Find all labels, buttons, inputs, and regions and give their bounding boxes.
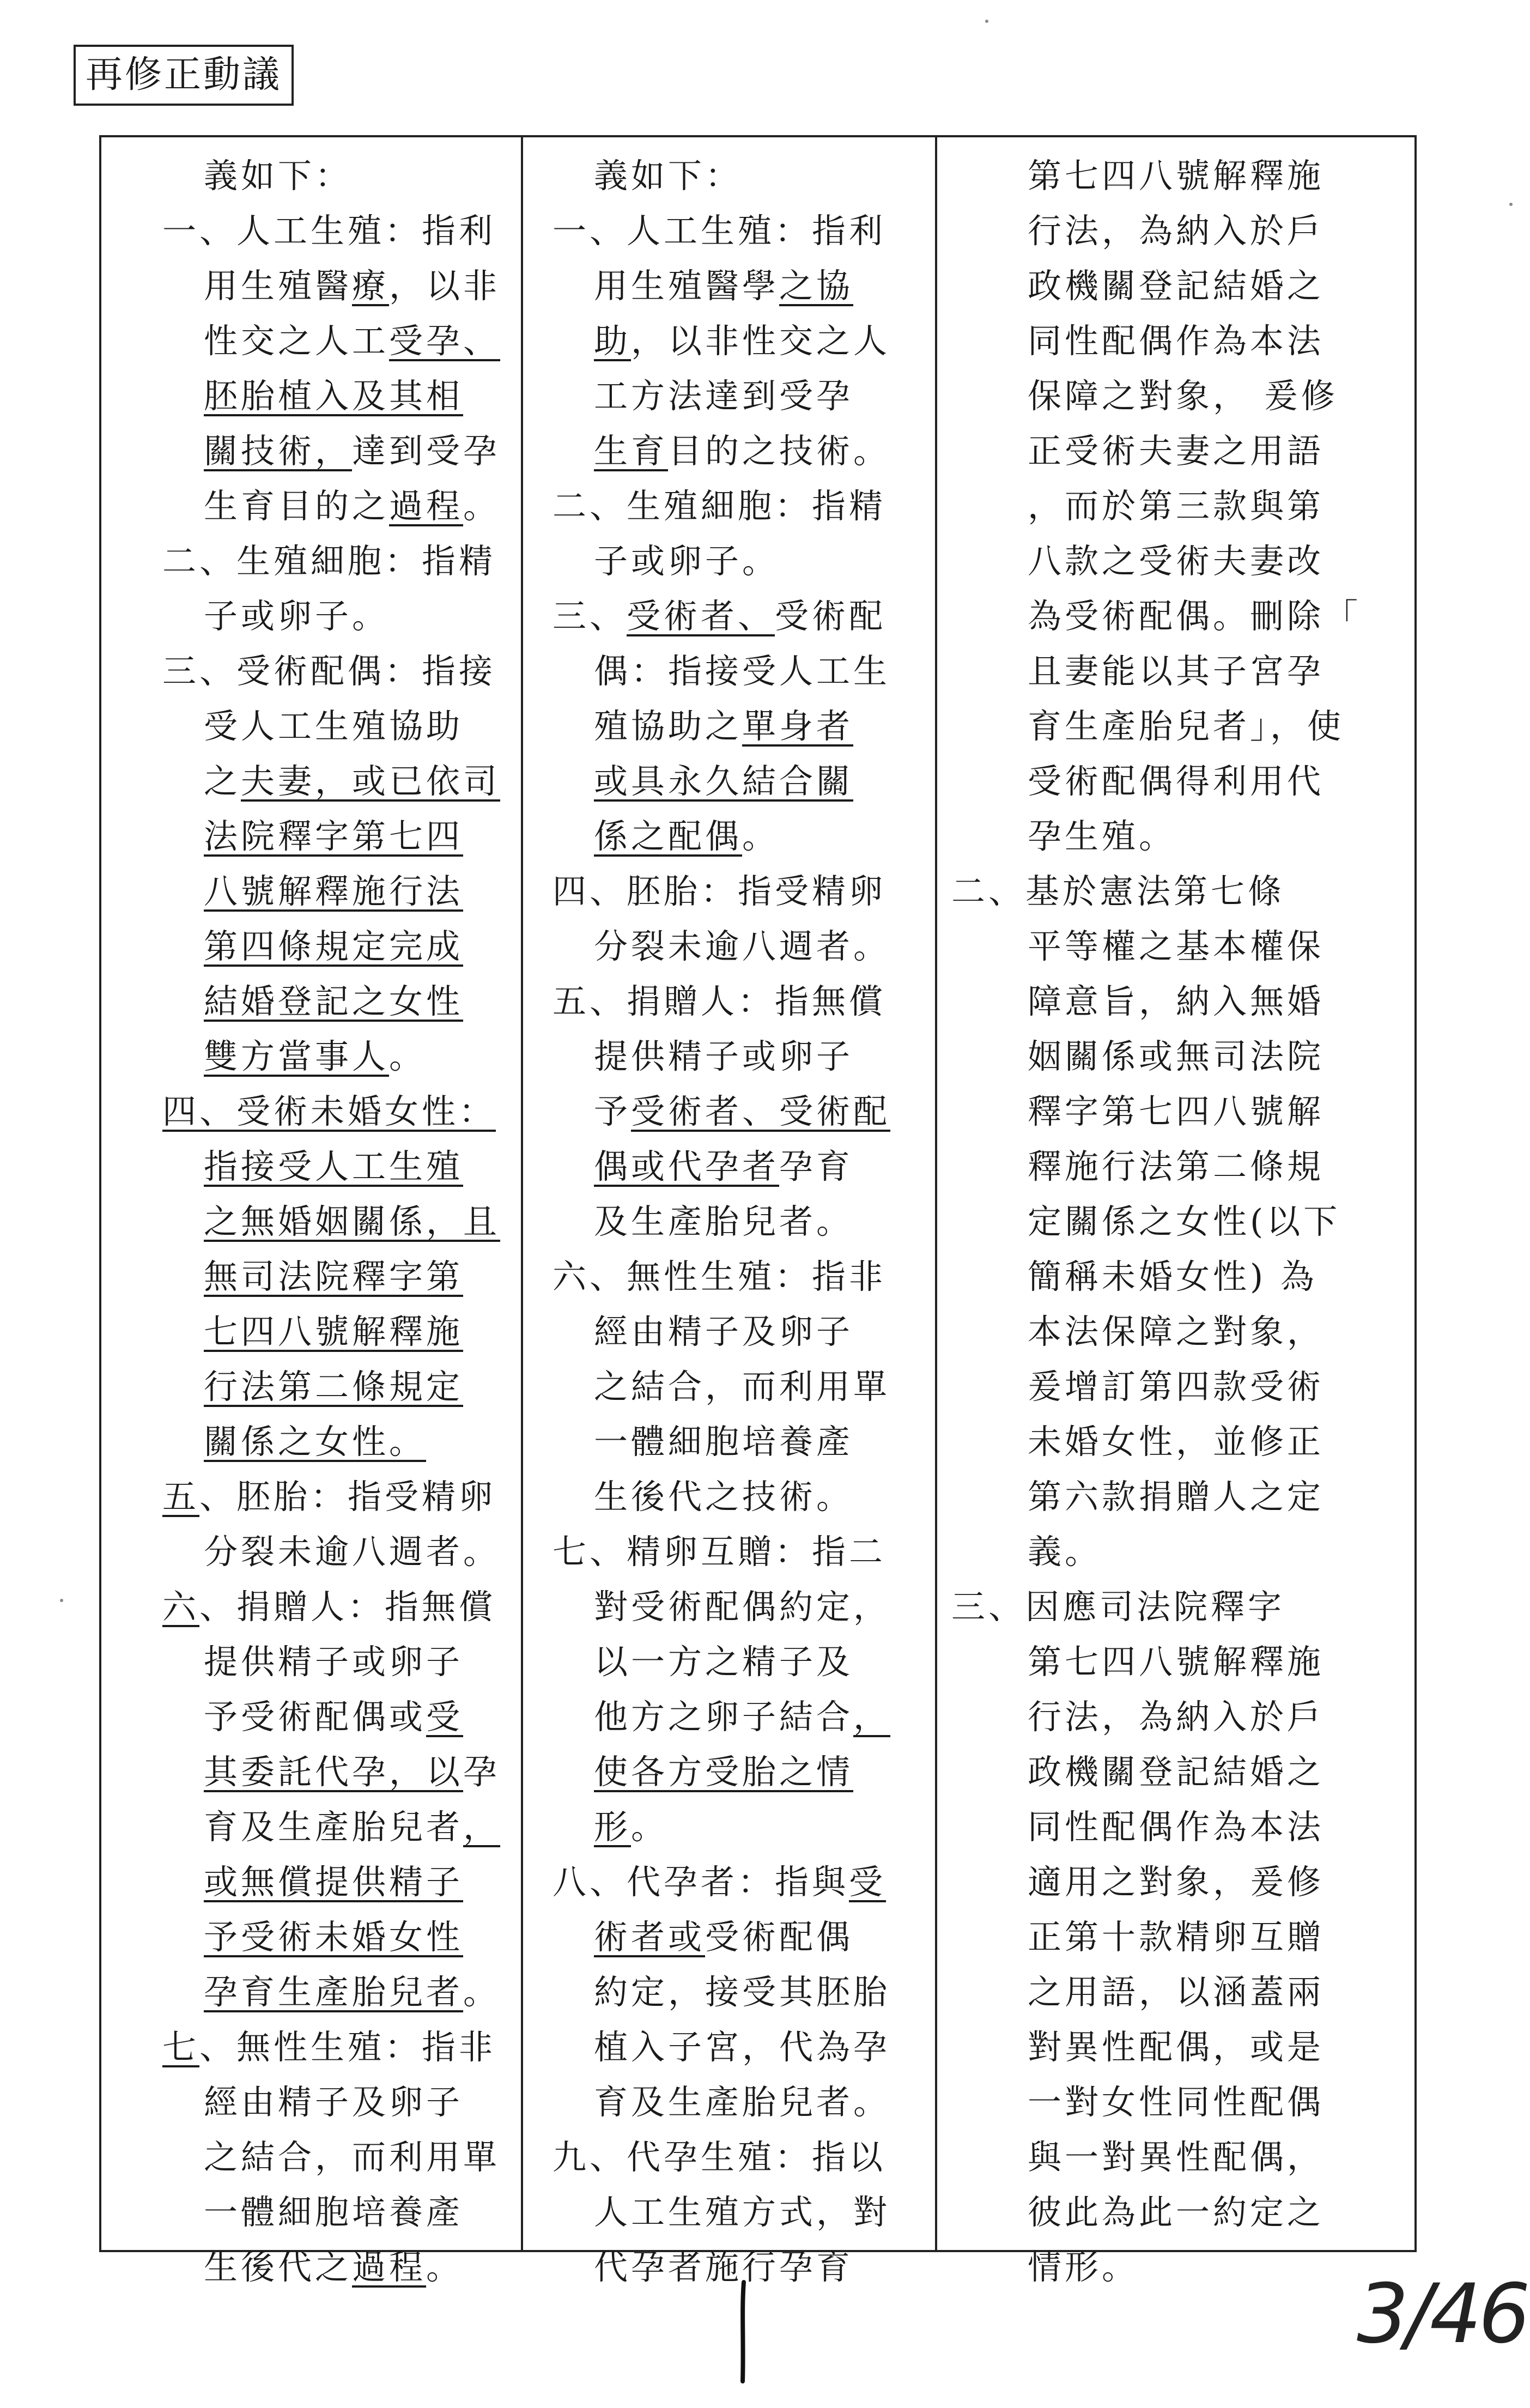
text-segment: 。 [742,816,780,856]
underlined-text: 五 [162,1477,200,1517]
column-explanation [951,148,1409,2295]
text-line [162,1524,517,1579]
text-line [552,1524,928,1579]
underlined-text: 予受術未婚女性 [204,1917,464,1957]
text-segment: ，以非 [389,266,501,306]
text-segment: 一、人工生殖：指利 [162,211,496,251]
text-line [552,1634,928,1689]
text-line [552,589,928,644]
text-segment: 。 [426,2247,464,2287]
text-line [951,2130,1409,2185]
text-segment: 人工生殖方式，對 [594,2192,891,2232]
text-segment: 之用語，以涵蓋兩 [1028,1972,1325,2012]
text-line [162,974,517,1029]
text-line [552,974,928,1029]
text-line [162,313,517,368]
text-line [951,203,1409,258]
text-line [552,1744,928,1799]
text-line [162,2019,517,2075]
text-line [552,1964,928,2019]
text-line [552,1799,928,1854]
text-line [162,1029,517,1084]
text-segment: 七、精卵互贈：指二 [552,1532,887,1572]
underlined-text: 七 [162,2027,200,2067]
text-segment: 子或卵子。 [204,596,390,636]
text-segment: 義如下： [594,156,743,196]
underlined-text: 胚胎植入及其相 [204,376,464,416]
text-segment: 對異性配偶，或是 [1028,2027,1325,2067]
underlined-text: 單身者 [742,706,854,746]
text-segment: 正第十款精卵互贈 [1028,1917,1325,1957]
text-line [552,1249,928,1304]
text-segment: 正受術夫妻之用語 [1028,431,1325,471]
text-line [162,1249,517,1304]
text-line [951,1029,1409,1084]
text-line [951,368,1409,423]
text-segment: 他方之卵子結合 [594,1697,854,1737]
text-segment: 分裂未逾八週者。 [594,926,891,966]
text-segment: 及生產胎兒者。 [594,1202,854,1241]
text-segment: ，以非性交之人 [631,321,891,361]
text-segment: 行法，為納入於戶 [1028,1697,1325,1737]
text-segment: 經由精子及卵子 [594,1312,854,1351]
underlined-text: 關技術， [204,431,353,471]
text-segment: 生育目的之 [204,486,390,526]
handwritten-page-count [1357,2245,1527,2387]
underlined-text: 助 [594,321,632,361]
text-line [951,533,1409,589]
text-segment: 適用之對象，爰修 [1028,1862,1325,1902]
text-segment: 、無性生殖：指非 [199,2027,496,2067]
text-line [162,1964,517,2019]
underlined-text: 形 [594,1807,632,1847]
text-line [951,2075,1409,2130]
text-line [552,809,928,864]
text-segment: 受術配偶得利用代 [1028,761,1325,801]
underlined-text: 八號解釋施行法 [204,871,464,911]
text-segment: 五、捐贈人：指無償 [552,981,887,1021]
handwritten-page-number [727,2278,760,2387]
underlined-text: 受 [426,1697,464,1737]
text-line [162,1634,517,1689]
text-segment: 孕生殖。 [1028,816,1176,856]
text-segment: 受人工生殖協助 [204,706,464,746]
text-segment: 二、生殖細胞：指精 [162,541,496,581]
text-segment: 爰增訂第四款受術 [1028,1367,1325,1406]
text-line [951,809,1409,864]
text-line [162,1304,517,1359]
text-line [951,1909,1409,1964]
text-line [162,809,517,864]
text-segment: 四、胚胎：指受精卵 [552,871,887,911]
text-segment: 育及生產胎兒者 [204,1807,464,1847]
text-line [162,203,517,258]
text-line [162,589,517,644]
text-segment: 代孕者施行孕育 [594,2247,854,2287]
underlined-text: 無司法院釋字第 [204,1257,464,1296]
text-segment: 。 [463,1972,501,2012]
text-line [951,1579,1409,1634]
text-line [552,368,928,423]
text-segment: 二、基於憲法第七條 [951,871,1285,911]
underlined-text: ， [463,1807,501,1847]
text-line [552,1084,928,1139]
underlined-text: 法院釋字第七四 [204,816,464,856]
text-segment: 簡稱未婚女性) 為 [1028,1257,1317,1296]
text-line [951,644,1409,699]
text-segment: 與一對異性配偶， [1028,2137,1325,2177]
text-line [951,1744,1409,1799]
text-line [552,478,928,533]
text-line [951,754,1409,809]
text-line [951,2240,1409,2295]
text-line [951,148,1409,203]
text-line [951,423,1409,478]
underlined-text: 受孕、 [389,321,501,361]
text-line [552,148,928,203]
text-line [162,1414,517,1469]
text-segment: 情形。 [1028,2247,1139,2287]
column-divider [935,137,937,2250]
text-line [951,1854,1409,1909]
text-line [162,1194,517,1249]
text-segment: 約定，接受其胚胎 [594,1972,891,2012]
underlined-text: 指接受人工生殖 [204,1147,464,1186]
text-segment: 育生產胎兒者」，使 [1028,706,1345,746]
text-segment: 受術配 [775,596,887,636]
text-segment: 彼此為此一約定之 [1028,2192,1325,2232]
text-line [951,864,1409,919]
text-line [552,2185,928,2240]
text-segment: 子或卵子。 [594,541,780,581]
text-segment: 對受術配偶約定， [594,1587,891,1627]
underlined-text: 四、受術未婚女性： [162,1091,496,1131]
text-segment: 釋施行法第二條規 [1028,1147,1325,1186]
underlined-text: 療 [352,266,390,306]
text-line [951,1249,1409,1304]
text-segment: 本法保障之對象， [1028,1312,1325,1351]
text-line [951,1084,1409,1139]
text-segment: 一對女性同性配偶 [1028,2082,1325,2122]
document-stamp-title: 再修正動議 [74,45,294,106]
text-line [951,1414,1409,1469]
text-line [162,1799,517,1854]
text-segment: 八、代孕者：指與 [552,1862,849,1902]
text-line [552,423,928,478]
underlined-text: 偶或代孕者 [594,1147,780,1186]
text-segment: 用生殖醫 [204,266,353,306]
underlined-text: 孕育生產胎兒者 [204,1972,464,2012]
text-segment: 一、人工生殖：指利 [552,211,887,251]
text-line [951,919,1409,974]
text-line [162,478,517,533]
text-line [162,1579,517,1634]
text-line [951,313,1409,368]
text-line [951,2019,1409,2075]
text-line [951,1359,1409,1414]
underlined-text: 行法第二條規定 [204,1367,464,1406]
text-line [951,699,1409,754]
text-segment: 用生殖醫學 [594,266,780,306]
text-line [552,2130,928,2185]
text-line [162,864,517,919]
text-line [162,754,517,809]
underlined-text: 受術者、受術配 [631,1091,891,1131]
text-segment: 提供精子或卵子 [594,1036,854,1076]
text-line [552,1414,928,1469]
text-segment: 生後代之技術。 [594,1477,854,1517]
underlined-text: 受 [849,1862,887,1902]
text-segment: 、胚胎：指受精卵 [199,1477,496,1517]
text-line [162,1854,517,1909]
text-segment: 之結合，而利用單 [204,2137,501,2177]
text-segment: 姻關係或無司法院 [1028,1036,1325,1076]
text-segment: 予受術配偶或 [204,1697,427,1737]
text-segment: 同性配偶作為本法 [1028,321,1325,361]
text-line [951,1139,1409,1194]
text-line [552,1139,928,1194]
text-segment: 未婚女性，並修正 [1028,1422,1325,1461]
text-line [951,1634,1409,1689]
text-segment: ，而於第三款與第 [1028,486,1325,526]
text-segment: 第七四八號解釋施 [1028,1642,1325,1682]
text-line [552,203,928,258]
underlined-text: ， [853,1697,891,1737]
text-segment: 之 [204,761,241,801]
text-line [552,1689,928,1744]
underlined-text: 或無償提供精子 [204,1862,464,1902]
text-segment: 義。 [1028,1532,1102,1572]
text-segment: 性交之人工 [204,321,390,361]
text-segment: 以一方之精子及 [594,1642,854,1682]
handwritten-page-number-stroke [727,2278,760,2387]
text-segment: 。 [631,1807,669,1847]
text-segment: 第六款捐贈人之定 [1028,1477,1325,1517]
text-line [552,313,928,368]
text-line [162,919,517,974]
underlined-text: 結婚登記之女性 [204,981,464,1021]
text-segment: 孕育 [779,1147,854,1186]
text-line [951,1304,1409,1359]
text-segment: 三、因應司法院釋字 [951,1587,1285,1627]
handwritten-page-count-text: 3/46 [1357,2267,1527,2362]
text-line [162,148,517,203]
text-segment: 九、代孕生殖：指以 [552,2137,887,2177]
text-line [162,2240,517,2295]
text-segment: 、捐贈人：指無償 [199,1587,496,1627]
underlined-text: 關係之女性。 [204,1422,427,1461]
underlined-text: 係之配偶 [594,816,743,856]
scan-speck [60,1599,63,1602]
text-line [552,754,928,809]
underlined-text: 雙方當事人 [204,1036,390,1076]
text-segment: 為受術配偶。刪除「 [1028,596,1362,636]
text-segment: 釋字第七四八號解 [1028,1091,1325,1131]
text-line [552,258,928,313]
underlined-text: 七四八號解釋施 [204,1312,464,1351]
underlined-text: 受術者、 [627,596,775,636]
text-segment: 定關係之女性(以下 [1028,1202,1341,1241]
column-current-text [552,148,928,2295]
text-line [951,589,1409,644]
underlined-text: 術者或 [594,1917,706,1957]
text-segment: 一體細胞培養產 [204,2192,464,2232]
text-segment: 達到受孕 [352,431,501,471]
text-line [162,1084,517,1139]
underlined-text: 過程 [389,486,464,526]
comparison-table [99,135,1417,2287]
text-line [162,1689,517,1744]
text-segment: 予 [594,1091,632,1131]
text-line [162,368,517,423]
text-line [552,2075,928,2130]
text-line [951,1799,1409,1854]
text-line [162,2185,517,2240]
text-line [552,1194,928,1249]
text-segment: 六、無性生殖：指非 [552,1257,887,1296]
text-segment: 一體細胞培養產 [594,1422,854,1461]
text-line [951,1964,1409,2019]
text-segment: 經由精子及卵子 [204,2082,464,2122]
text-line [162,2075,517,2130]
text-segment: 受術配偶 [705,1917,854,1957]
text-line [162,644,517,699]
text-line [552,1359,928,1414]
text-segment: 政機關登記結婚之 [1028,1752,1325,1792]
text-line [552,1029,928,1084]
text-segment: 同性配偶作為本法 [1028,1807,1325,1847]
text-line [552,644,928,699]
text-segment: 保障之對象， 爰修 [1028,376,1338,416]
underlined-text: 生育 [594,431,669,471]
text-line [552,919,928,974]
underlined-text: 過程 [352,2247,427,2287]
underlined-text: 之協 [779,266,854,306]
text-line [552,1579,928,1634]
text-line [552,864,928,919]
text-segment: 義如下： [204,156,353,196]
text-line [951,1524,1409,1579]
text-segment: 目的之技術。 [668,431,891,471]
text-segment: 且妻能以其子宮孕 [1028,651,1325,691]
text-segment: 孕 [463,1752,501,1792]
text-line [162,2130,517,2185]
underlined-text: 或具永久結合關 [594,761,854,801]
text-line [162,1469,517,1524]
text-line [951,1194,1409,1249]
text-segment: 政機關登記結婚之 [1028,266,1325,306]
text-segment: 平等權之基本權保 [1028,926,1325,966]
text-segment: 育及生產胎兒者。 [594,2082,891,2122]
text-segment: 之結合，而利用單 [594,1367,891,1406]
scan-speck [1509,203,1513,206]
underlined-text: 六 [162,1587,200,1627]
text-segment: 。 [463,486,501,526]
text-segment: 偶：指接受人工生 [594,651,891,691]
text-line [951,974,1409,1029]
text-segment: 第七四八號解釋施 [1028,156,1325,196]
text-line [552,1854,928,1909]
text-line [552,1469,928,1524]
underlined-text: 之無婚姻關係，且 [204,1202,501,1241]
text-line [951,2185,1409,2240]
text-segment: 三、 [552,596,627,636]
text-segment: 植入子宮，代為孕 [594,2027,891,2067]
text-segment: 行法，為納入於戶 [1028,211,1325,251]
underlined-text: 其委託代孕，以 [204,1752,464,1792]
text-line [951,478,1409,533]
underlined-text: 第四條規定完成 [204,926,464,966]
text-line [552,533,928,589]
text-line [162,1139,517,1194]
underlined-text: 使各方受胎之情 [594,1752,854,1792]
text-segment: 。 [389,1036,427,1076]
text-line [162,423,517,478]
text-segment: 八款之受術夫妻改 [1028,541,1325,581]
scan-speck [985,20,988,23]
text-segment: 障意旨，納入無婚 [1028,981,1325,1021]
column-amended-text [162,148,517,2295]
text-segment: 提供精子或卵子 [204,1642,464,1682]
text-line [162,1909,517,1964]
text-line [162,533,517,589]
text-line [162,1744,517,1799]
text-line [552,2019,928,2075]
text-segment: 二、生殖細胞：指精 [552,486,887,526]
text-segment: 三、受術配偶：指接 [162,651,496,691]
underlined-text: 夫妻，或已依司 [241,761,501,801]
text-segment: 工方法達到受孕 [594,376,854,416]
text-segment: 生後代之 [204,2247,353,2287]
text-line [951,258,1409,313]
text-line [951,1689,1409,1744]
text-line [162,1359,517,1414]
text-line [552,1304,928,1359]
text-line [162,699,517,754]
text-line [951,1469,1409,1524]
text-segment: 分裂未逾八週者。 [204,1532,501,1572]
text-line [552,1909,928,1964]
column-divider [521,137,523,2250]
text-segment: 殖協助之 [594,706,743,746]
text-line [162,258,517,313]
text-line [552,699,928,754]
